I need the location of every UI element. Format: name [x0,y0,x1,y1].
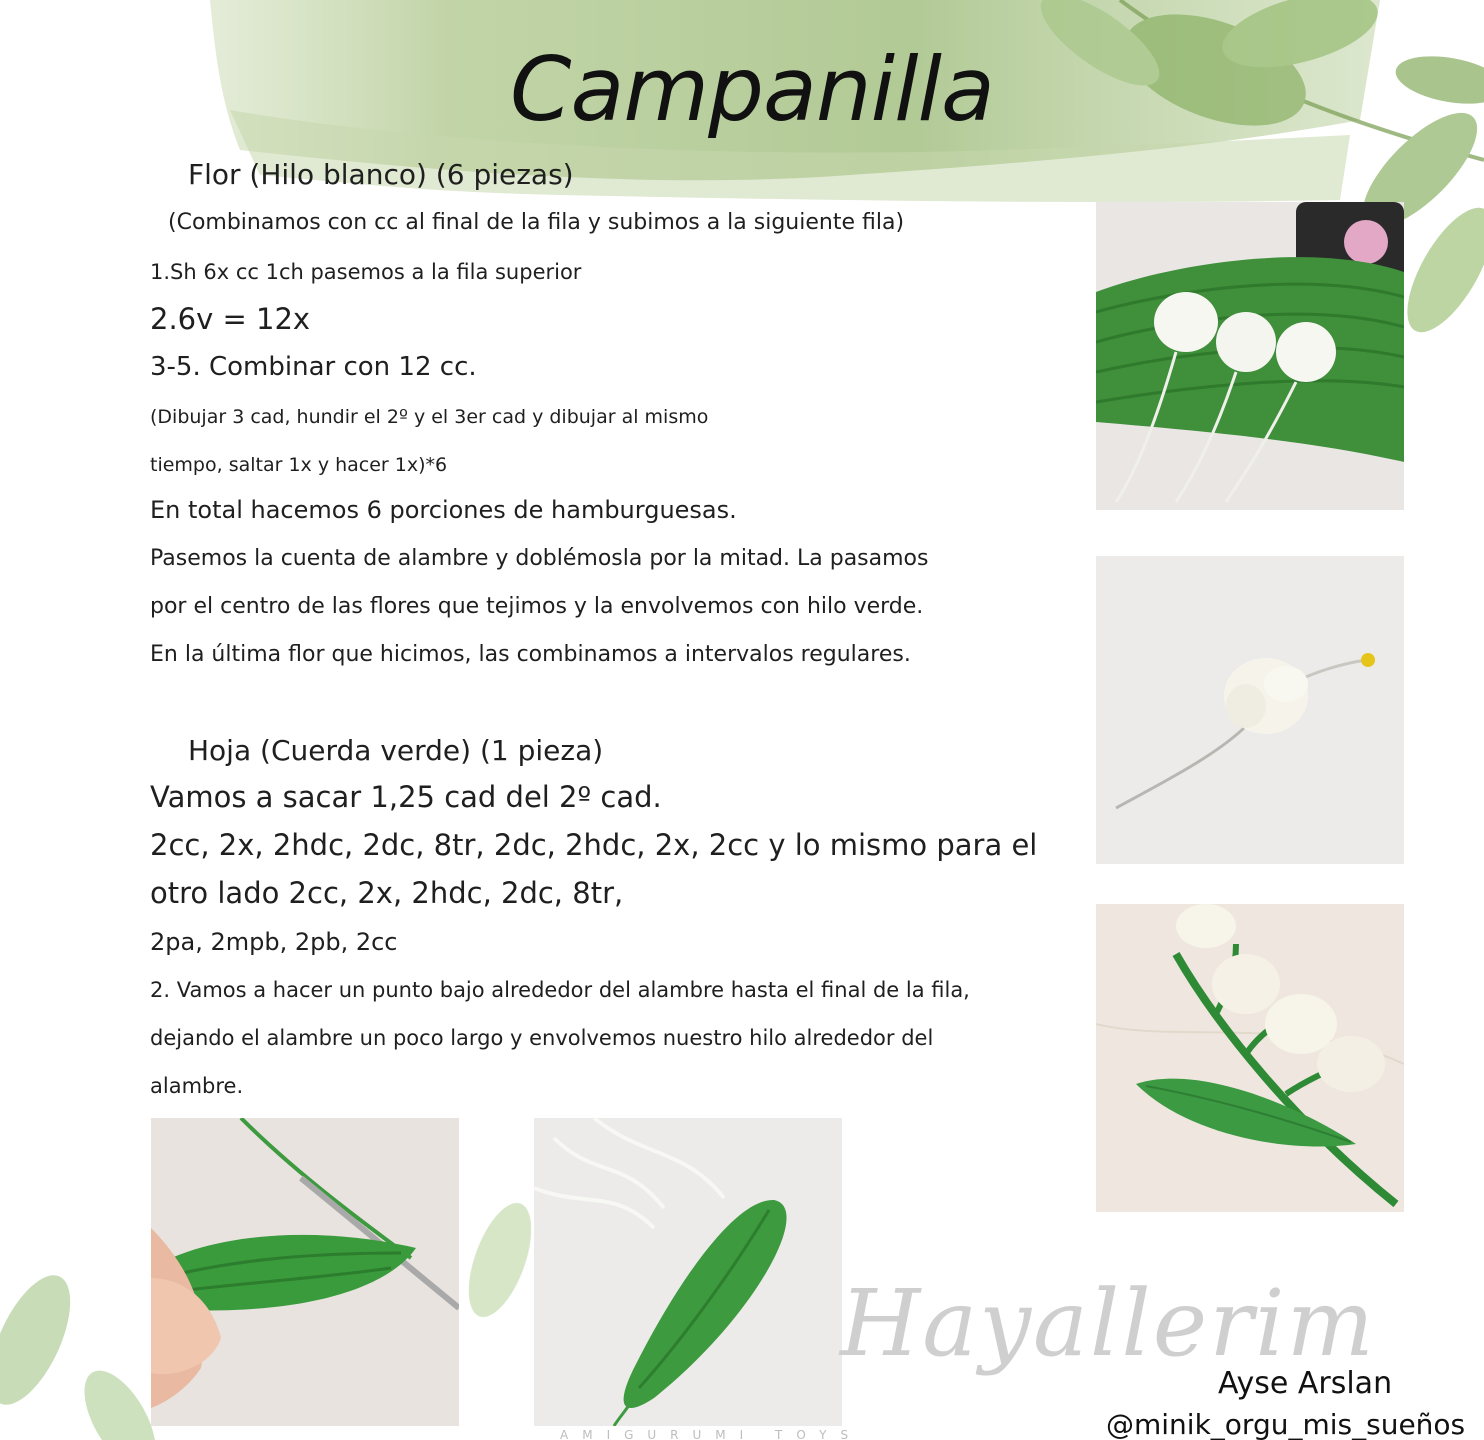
photo-flowers-on-yarn [1096,202,1404,510]
flower-wire-1: Pasemos la cuenta de alambre y doblémosla por la mitad. La pasamos [150,546,929,571]
leaf-row-4c: alambre. [150,1074,244,1098]
page-title: Campanilla [510,38,994,141]
flower-subheading: (Combinamos con cc al final de la fila y subimos a la siguiente fila) [168,210,905,235]
leaf-row-3: 2pa, 2mpb, 2pb, 2cc [150,928,398,956]
photo-flower-with-stamen [1096,556,1404,864]
leaf-row-1: Vamos a sacar 1,25 cad del 2º cad. [150,780,662,814]
author-handle: @minik_orgu_mis_sueños [1106,1408,1466,1440]
flower-row-2: 2.6v = 12x [150,302,311,336]
flower-total: En total hacemos 6 porciones de hamburguesas. [150,496,737,524]
flower-wire-2: por el centro de las flores que tejimos y la envolvemos con hilo verde. [150,594,924,619]
leaf-row-2b: otro lado 2cc, 2x, 2hdc, 2dc, 8tr, [150,876,624,910]
flower-row-4a: (Dibujar 3 cad, hundir el 2º y el 3er cad y dibujar al mismo [150,406,709,428]
flower-wire-3: En la última flor que hicimos, las combinamos a intervalos regulares. [150,642,911,667]
flower-row-4b: tiempo, saltar 1x y hacer 1x)*6 [150,454,448,476]
photo-finished-leaf [534,1118,842,1426]
author-name: Ayse Arslan [1218,1366,1393,1401]
leaf-row-4b: dejando el alambre un poco largo y envolvemos nuestro hilo alrededor del [150,1026,934,1050]
watermark-tagline: AMIGURUMI TOYS [560,1428,863,1440]
flower-row-3: 3-5. Combinar con 12 cc. [150,352,477,382]
photo-leaf-on-hook [151,1118,459,1426]
leaf-heading: Hoja (Cuerda verde) (1 pieza) [188,734,604,767]
leaf-row-4a: 2. Vamos a hacer un punto bajo alrededor del alambre hasta el final de la fila, [150,978,970,1002]
flower-row-1: 1.Sh 6x cc 1ch pasemos a la fila superior [150,260,582,284]
watermark-brand: Hayallerim [840,1270,1376,1377]
leaf-row-2a: 2cc, 2x, 2hdc, 2dc, 8tr, 2dc, 2hdc, 2x, 2cc y lo mismo para el [150,828,1038,862]
flower-heading: Flor (Hilo blanco) (6 piezas) [188,158,574,191]
photo-finished-lily [1096,904,1404,1212]
